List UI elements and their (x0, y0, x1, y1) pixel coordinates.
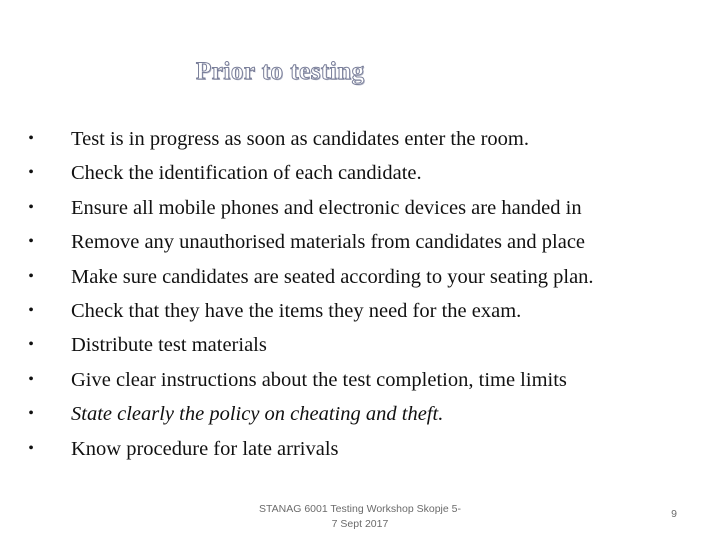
list-item (24, 432, 704, 466)
list-item (24, 191, 704, 225)
list-item (24, 363, 704, 397)
bullet-icon: • (28, 164, 34, 182)
list-item-text: Know procedure for late arrivals (71, 437, 339, 460)
footer-line-1: STANAG 6001 Testing Workshop Skopje 5- (259, 503, 461, 515)
footer-text (230, 502, 490, 532)
bullet-icon: • (28, 336, 34, 354)
list-item (24, 328, 704, 362)
page-number: 9 (671, 508, 677, 520)
list-item-text: Give clear instructions about the test completion, time limits (71, 368, 567, 391)
list-item (24, 156, 704, 190)
bullet-icon: • (28, 301, 34, 319)
list-item (24, 397, 704, 431)
list-item-text: State clearly the policy on cheating and theft. (71, 403, 444, 426)
list-item-text: Remove any unauthorised materials from candidates and place (71, 231, 586, 254)
list-item-text: Test is in progress as soon as candidates enter the room. (71, 128, 529, 150)
list-item-text: Distribute test materials (71, 334, 267, 357)
list-item (24, 225, 704, 259)
bullet-icon: • (28, 439, 34, 457)
bullet-icon: • (28, 267, 34, 285)
list-item-text: Ensure all mobile phones and electronic devices are handed in (71, 196, 582, 219)
bullet-icon: • (28, 233, 34, 251)
bullet-icon: • (28, 370, 34, 388)
list-item-text: Make sure candidates are seated according to your seating plan. (71, 265, 594, 288)
list-item-text: Check the identification of each candidate. (71, 162, 422, 185)
list-item (24, 294, 704, 328)
list-item-text: Check that they have the items they need for the exam. (71, 299, 522, 322)
bullet-list (24, 122, 704, 466)
list-item (24, 122, 704, 156)
bullet-icon: • (28, 405, 34, 423)
footer-line-2: 7 Sept 2017 (331, 518, 389, 530)
slide-title: Prior to testing (196, 58, 365, 85)
bullet-icon: • (28, 198, 34, 216)
list-item (24, 260, 704, 294)
bullet-icon: • (28, 130, 34, 147)
